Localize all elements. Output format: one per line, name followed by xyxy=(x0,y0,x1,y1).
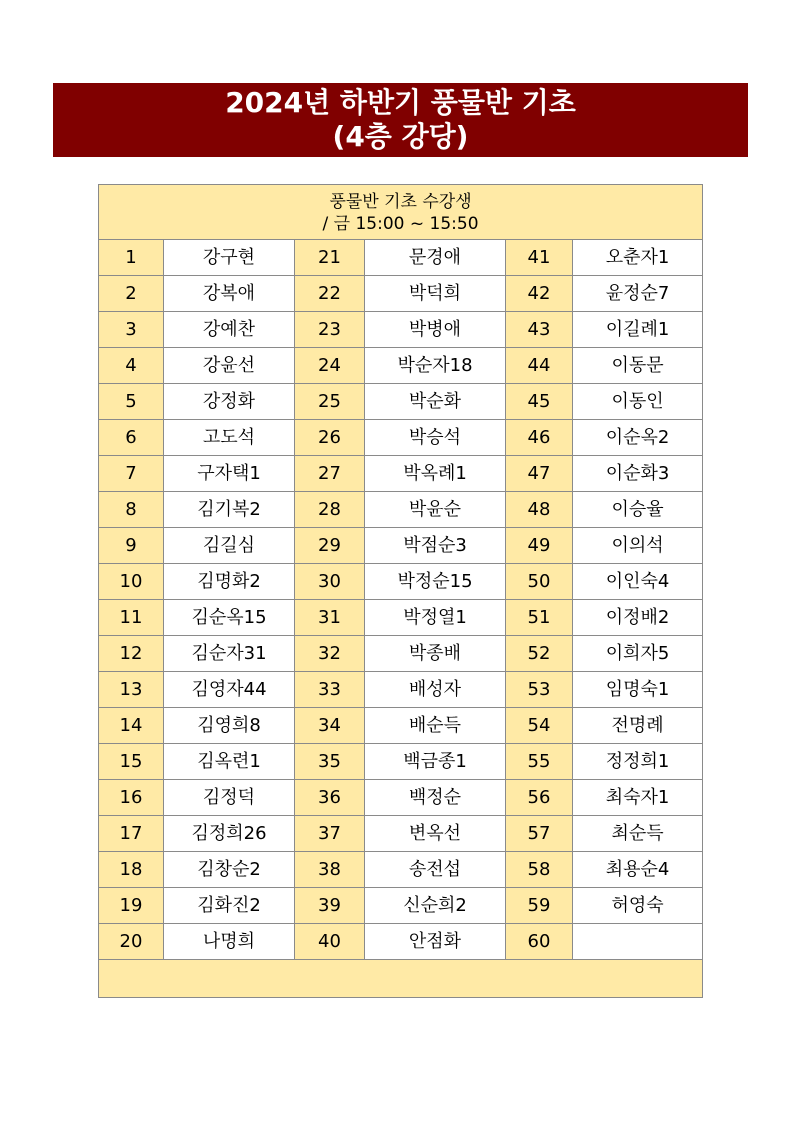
student-number-cell: 13 xyxy=(99,672,164,708)
student-name-cell: 정정희1 xyxy=(573,744,703,780)
student-number-cell: 53 xyxy=(506,672,573,708)
roster-row xyxy=(99,492,703,528)
student-number-cell: 44 xyxy=(506,348,573,384)
student-number-cell: 6 xyxy=(99,420,164,456)
student-name-cell: 변옥선 xyxy=(365,816,506,852)
student-name-cell: 이동인 xyxy=(573,384,703,420)
student-name-cell: 백금종1 xyxy=(365,744,506,780)
student-number-cell: 37 xyxy=(295,816,365,852)
student-number-cell: 58 xyxy=(506,852,573,888)
student-name-cell: 김영자44 xyxy=(164,672,295,708)
student-number-cell: 36 xyxy=(295,780,365,816)
student-name-cell: 강예찬 xyxy=(164,312,295,348)
student-name-cell: 구자택1 xyxy=(164,456,295,492)
student-name-cell: 강복애 xyxy=(164,276,295,312)
student-number-cell: 29 xyxy=(295,528,365,564)
student-name-cell: 박정순15 xyxy=(365,564,506,600)
student-name-cell: 박순화 xyxy=(365,384,506,420)
student-name-cell: 김명화2 xyxy=(164,564,295,600)
student-name-cell: 박정열1 xyxy=(365,600,506,636)
student-number-cell: 17 xyxy=(99,816,164,852)
student-number-cell: 51 xyxy=(506,600,573,636)
student-name-cell: 이순화3 xyxy=(573,456,703,492)
student-name-cell: 박윤순 xyxy=(365,492,506,528)
student-name-cell: 김창순2 xyxy=(164,852,295,888)
roster-header xyxy=(99,185,703,240)
roster-row xyxy=(99,528,703,564)
student-name-cell: 강윤선 xyxy=(164,348,295,384)
student-name-cell: 김옥련1 xyxy=(164,744,295,780)
student-name-cell: 백정순 xyxy=(365,780,506,816)
student-name-cell: 배성자 xyxy=(365,672,506,708)
student-number-cell: 21 xyxy=(295,240,365,276)
student-name-cell: 최순득 xyxy=(573,816,703,852)
student-number-cell: 28 xyxy=(295,492,365,528)
student-number-cell: 16 xyxy=(99,780,164,816)
student-name-cell: 윤정순7 xyxy=(573,276,703,312)
student-name-cell: 전명례 xyxy=(573,708,703,744)
student-name-cell: 이의석 xyxy=(573,528,703,564)
student-number-cell: 46 xyxy=(506,420,573,456)
student-number-cell: 7 xyxy=(99,456,164,492)
roster-row xyxy=(99,348,703,384)
roster-row xyxy=(99,852,703,888)
student-name-cell: 박덕희 xyxy=(365,276,506,312)
student-name-cell: 신순희2 xyxy=(365,888,506,924)
roster-row xyxy=(99,636,703,672)
roster-row xyxy=(99,384,703,420)
student-number-cell: 32 xyxy=(295,636,365,672)
student-number-cell: 30 xyxy=(295,564,365,600)
roster-row xyxy=(99,672,703,708)
student-number-cell: 14 xyxy=(99,708,164,744)
student-number-cell: 11 xyxy=(99,600,164,636)
student-name-cell: 이희자5 xyxy=(573,636,703,672)
student-name-cell: 최용순4 xyxy=(573,852,703,888)
student-name-cell: 오춘자1 xyxy=(573,240,703,276)
student-name-cell: 이동문 xyxy=(573,348,703,384)
roster-row xyxy=(99,924,703,960)
student-name-cell: 박순자18 xyxy=(365,348,506,384)
student-number-cell: 23 xyxy=(295,312,365,348)
student-name-cell: 김정덕 xyxy=(164,780,295,816)
student-number-cell: 24 xyxy=(295,348,365,384)
student-name-cell: 김영희8 xyxy=(164,708,295,744)
roster-row xyxy=(99,456,703,492)
student-number-cell: 60 xyxy=(506,924,573,960)
student-number-cell: 56 xyxy=(506,780,573,816)
student-number-cell: 5 xyxy=(99,384,164,420)
student-number-cell: 1 xyxy=(99,240,164,276)
student-name-cell: 임명숙1 xyxy=(573,672,703,708)
student-number-cell: 26 xyxy=(295,420,365,456)
title-line-2: (4층 강당) xyxy=(332,120,469,153)
student-number-cell: 34 xyxy=(295,708,365,744)
student-number-cell: 12 xyxy=(99,636,164,672)
student-number-cell: 47 xyxy=(506,456,573,492)
student-number-cell: 49 xyxy=(506,528,573,564)
student-name-cell: 최숙자1 xyxy=(573,780,703,816)
student-name-cell: 이승율 xyxy=(573,492,703,528)
student-number-cell: 18 xyxy=(99,852,164,888)
student-number-cell: 25 xyxy=(295,384,365,420)
roster-row xyxy=(99,600,703,636)
student-number-cell: 19 xyxy=(99,888,164,924)
student-number-cell: 48 xyxy=(506,492,573,528)
student-number-cell: 2 xyxy=(99,276,164,312)
student-name-cell: 김기복2 xyxy=(164,492,295,528)
student-name-cell: 김순자31 xyxy=(164,636,295,672)
roster-header-title: 풍물반 기초 수강생 xyxy=(329,192,472,212)
student-number-cell: 41 xyxy=(506,240,573,276)
student-name-cell: 김길심 xyxy=(164,528,295,564)
student-name-cell: 이정배2 xyxy=(573,600,703,636)
roster-row xyxy=(99,816,703,852)
student-name-cell: 허영숙 xyxy=(573,888,703,924)
roster-body xyxy=(99,185,703,998)
roster-row xyxy=(99,744,703,780)
title-banner xyxy=(53,83,748,157)
student-name-cell: 이길례1 xyxy=(573,312,703,348)
title-line-1: 2024년 하반기 풍물반 기초 xyxy=(225,86,576,119)
student-name-cell: 박병애 xyxy=(365,312,506,348)
student-name-cell xyxy=(573,924,703,960)
student-name-cell: 박옥례1 xyxy=(365,456,506,492)
student-name-cell: 박종배 xyxy=(365,636,506,672)
student-number-cell: 22 xyxy=(295,276,365,312)
roster-header-row xyxy=(99,185,703,240)
student-number-cell: 31 xyxy=(295,600,365,636)
student-name-cell: 김화진2 xyxy=(164,888,295,924)
student-name-cell: 김순옥15 xyxy=(164,600,295,636)
student-number-cell: 4 xyxy=(99,348,164,384)
student-number-cell: 9 xyxy=(99,528,164,564)
student-number-cell: 15 xyxy=(99,744,164,780)
roster-row xyxy=(99,276,703,312)
student-name-cell: 배순득 xyxy=(365,708,506,744)
student-name-cell: 나명희 xyxy=(164,924,295,960)
roster-header-schedule: / 금 15:00 ~ 15:50 xyxy=(322,214,479,234)
student-number-cell: 59 xyxy=(506,888,573,924)
student-name-cell: 박점순3 xyxy=(365,528,506,564)
student-number-cell: 40 xyxy=(295,924,365,960)
student-number-cell: 35 xyxy=(295,744,365,780)
student-name-cell: 이인숙4 xyxy=(573,564,703,600)
roster-row xyxy=(99,888,703,924)
student-roster-table xyxy=(98,184,703,998)
roster-row xyxy=(99,312,703,348)
student-name-cell: 이순옥2 xyxy=(573,420,703,456)
roster-row xyxy=(99,708,703,744)
roster-row xyxy=(99,420,703,456)
student-number-cell: 27 xyxy=(295,456,365,492)
student-name-cell: 강구현 xyxy=(164,240,295,276)
student-number-cell: 8 xyxy=(99,492,164,528)
roster-row xyxy=(99,780,703,816)
student-number-cell: 20 xyxy=(99,924,164,960)
roster-footer-row xyxy=(99,960,703,998)
student-number-cell: 38 xyxy=(295,852,365,888)
student-number-cell: 39 xyxy=(295,888,365,924)
student-number-cell: 57 xyxy=(506,816,573,852)
student-name-cell: 강정화 xyxy=(164,384,295,420)
roster-row xyxy=(99,240,703,276)
student-number-cell: 33 xyxy=(295,672,365,708)
student-name-cell: 김정희26 xyxy=(164,816,295,852)
student-name-cell: 송전섭 xyxy=(365,852,506,888)
student-number-cell: 10 xyxy=(99,564,164,600)
student-number-cell: 52 xyxy=(506,636,573,672)
student-number-cell: 3 xyxy=(99,312,164,348)
student-number-cell: 54 xyxy=(506,708,573,744)
student-number-cell: 43 xyxy=(506,312,573,348)
student-number-cell: 42 xyxy=(506,276,573,312)
student-name-cell: 문경애 xyxy=(365,240,506,276)
student-number-cell: 55 xyxy=(506,744,573,780)
roster-row xyxy=(99,564,703,600)
student-name-cell: 박승석 xyxy=(365,420,506,456)
roster-footer xyxy=(99,960,703,998)
student-name-cell: 고도석 xyxy=(164,420,295,456)
student-number-cell: 45 xyxy=(506,384,573,420)
student-name-cell: 안점화 xyxy=(365,924,506,960)
student-number-cell: 50 xyxy=(506,564,573,600)
